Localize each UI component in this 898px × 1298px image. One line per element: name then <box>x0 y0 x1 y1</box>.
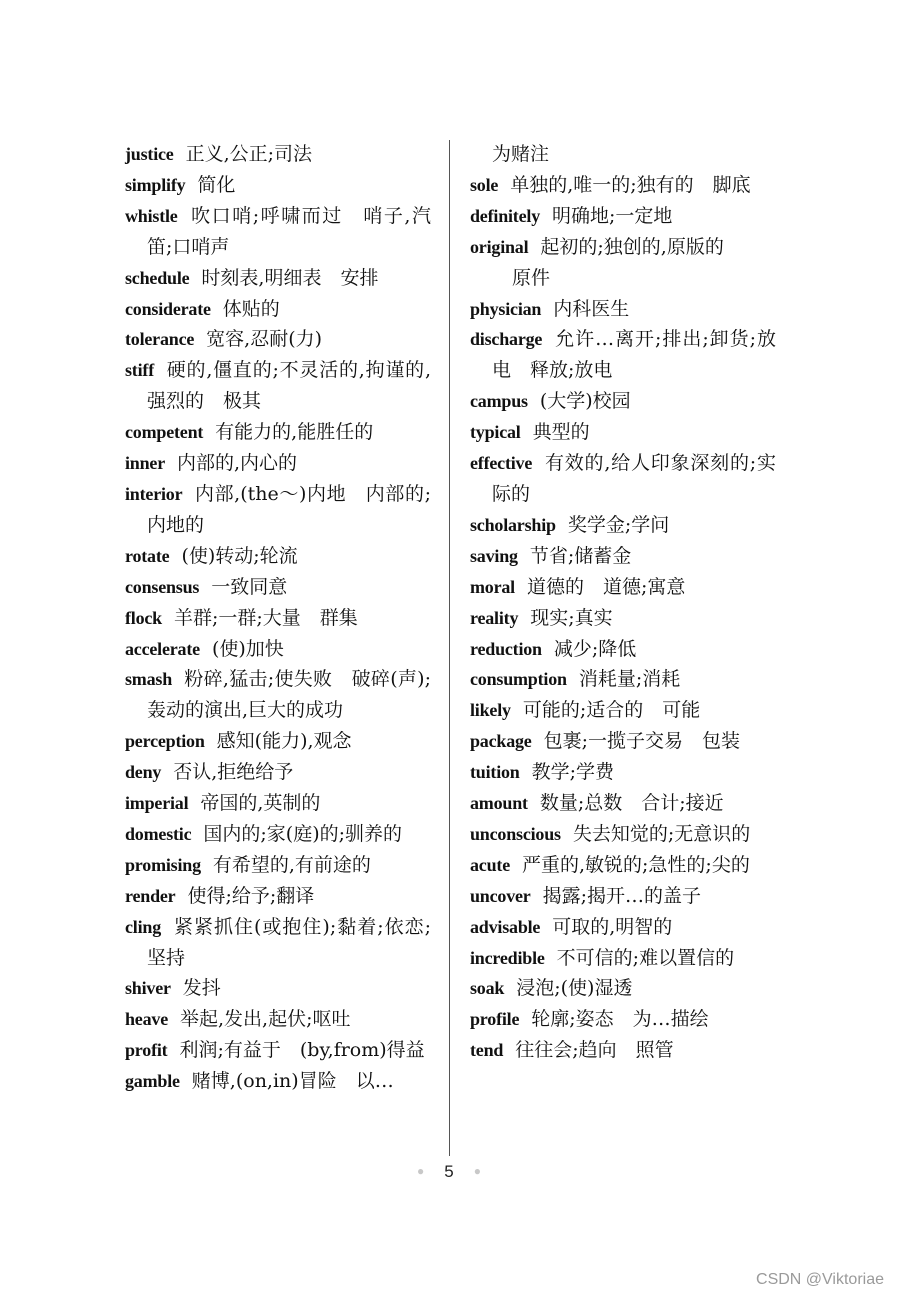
entry-definition: 浸泡;(使)湿透 <box>516 977 633 1000</box>
vocab-entry <box>470 726 776 757</box>
entry-definition-continued: 原件 <box>512 266 551 289</box>
entry-definition: 明确地;一定地 <box>552 204 673 227</box>
entry-definition: 时刻表,明细表 安排 <box>201 266 379 289</box>
entry-word: moral <box>470 576 515 597</box>
vocab-entry <box>470 232 776 263</box>
vocab-entry <box>470 572 776 603</box>
vocab-entry <box>470 634 776 665</box>
vocab-entry <box>125 973 431 1004</box>
entry-definition: 教学;学费 <box>531 761 615 784</box>
entry-definition: 利润;有益于 (by,from)得益 <box>179 1039 425 1062</box>
vocab-entry <box>470 1004 776 1035</box>
vocab-entry <box>125 201 431 263</box>
entry-definition: 硬的,僵直的;不灵活的,拘谨的,强烈的 极其 <box>147 359 431 413</box>
entry-definition: 典型的 <box>532 421 590 444</box>
entry-definition: 粉碎,猛击;使失败 破碎(声);轰动的演出,巨大的成功 <box>147 668 431 722</box>
entry-word: tuition <box>470 762 520 783</box>
entry-definition: 起初的;独创的,原版的 <box>540 235 724 258</box>
entry-definition: 道德的 道德;寓意 <box>527 575 686 598</box>
vocab-entry <box>470 881 776 912</box>
entry-word: justice <box>125 144 174 164</box>
vocab-entry <box>125 634 431 665</box>
vocab-entry <box>470 201 776 232</box>
vocab-entry <box>125 294 431 325</box>
vocab-entry <box>125 170 431 201</box>
entry-word: unconscious <box>470 823 561 844</box>
vocab-entry <box>470 912 776 943</box>
entry-definition: 可取的,明智的 <box>552 915 673 938</box>
entry-word: soak <box>470 978 505 999</box>
vocab-entry <box>125 139 431 170</box>
vocab-entry <box>470 1035 776 1066</box>
entry-word: amount <box>470 793 528 814</box>
entry-word: schedule <box>125 267 190 288</box>
page-number: 5 <box>444 1162 454 1181</box>
vocab-entry <box>470 850 776 881</box>
entry-definition: 使得;给予;翻译 <box>187 884 315 907</box>
entry-definition: (大学)校园 <box>539 390 631 413</box>
entry-definition: 国内的;家(庭)的;驯养的 <box>203 822 403 845</box>
vocab-entry <box>125 417 431 448</box>
entry-word: reality <box>470 607 519 628</box>
vocab-entry <box>470 541 776 572</box>
entry-word: tend <box>470 1040 504 1061</box>
entry-word: stiff <box>125 360 154 381</box>
vocab-entry <box>470 324 776 386</box>
vocab-entry <box>470 664 776 695</box>
entry-definition: 奖学金;学问 <box>567 513 670 536</box>
vocab-entry <box>470 695 776 726</box>
vocab-entry <box>125 726 431 757</box>
entry-definition: (使)转动;轮流 <box>181 544 298 567</box>
vocab-entry <box>125 263 431 294</box>
entry-word: effective <box>470 453 533 474</box>
entry-word: shiver <box>125 978 171 999</box>
continuation-line: 为赌注 <box>492 143 550 165</box>
entry-definition: 有效的,给人印象深刻的;实际的 <box>492 452 776 505</box>
entry-word: perception <box>125 731 205 752</box>
entry-definition: 有能力的,能胜任的 <box>215 421 374 444</box>
entry-word: inner <box>125 453 166 474</box>
entry-word: profit <box>125 1040 168 1061</box>
entry-definition: 不可信的;难以置信的 <box>556 946 735 969</box>
entry-word: uncover <box>470 885 531 906</box>
entry-word: accelerate <box>125 638 200 659</box>
vocab-entry <box>470 386 776 417</box>
entry-definition: 发抖 <box>182 977 221 1000</box>
entry-word: imperial <box>125 793 189 814</box>
entry-word: scholarship <box>470 514 556 535</box>
entry-word: cling <box>125 916 162 937</box>
entry-word: rotate <box>125 545 170 566</box>
entry-definition: (使)加快 <box>211 637 284 660</box>
entry-word: consensus <box>125 576 200 597</box>
vocab-entry <box>470 819 776 850</box>
entry-word: acute <box>470 854 510 875</box>
left-column <box>125 139 431 1097</box>
vocab-entry <box>125 1035 431 1066</box>
vocab-entry <box>125 664 431 726</box>
entry-word: heave <box>125 1009 168 1030</box>
entry-definition: 允许…离开;排出;卸货;放电 释放;放电 <box>492 328 776 382</box>
entry-definition: 现实;真实 <box>530 606 613 629</box>
entry-definition: 内部,(the～)内地 内部的;内地的 <box>147 482 431 536</box>
vocab-entry <box>125 881 431 912</box>
footer-dot-left: ● <box>417 1164 425 1178</box>
entry-word: physician <box>470 298 542 319</box>
entry-definition: 有希望的,有前途的 <box>212 853 371 876</box>
vocab-entry <box>470 757 776 788</box>
vocab-entry <box>125 1004 431 1035</box>
entry-definition: 消耗量;消耗 <box>578 668 681 691</box>
entry-word: simplify <box>125 174 186 195</box>
vocab-entry <box>470 448 776 510</box>
entry-word: package <box>470 731 532 752</box>
entry-definition: 失去知觉的;无意识的 <box>572 822 751 845</box>
vocab-entry <box>470 294 776 325</box>
vocab-entry <box>470 510 776 541</box>
entry-word: whistle <box>125 205 178 226</box>
entry-definition: 体贴的 <box>222 297 280 320</box>
entry-definition: 减少;降低 <box>553 637 637 660</box>
entry-definition: 单独的,唯一的;独有的 脚底 <box>510 173 751 196</box>
entry-word: discharge <box>470 329 543 350</box>
entry-definition: 轮廓;姿态 为…描绘 <box>531 1008 709 1031</box>
vocab-entry <box>470 603 776 634</box>
vocab-entry <box>470 973 776 1004</box>
entry-word: campus <box>470 391 528 412</box>
entry-definition: 赌博,(on,in)冒险 以… <box>191 1070 394 1093</box>
vocab-entry <box>125 788 431 819</box>
vocab-entry <box>125 850 431 881</box>
vocab-entry <box>125 819 431 850</box>
entry-definition: 否认,拒绝给予 <box>173 761 294 784</box>
entry-word: interior <box>125 483 183 504</box>
entry-definition: 简化 <box>197 173 236 196</box>
entry-definition: 帝国的,英制的 <box>200 792 321 815</box>
entry-definition: 羊群;一群;大量 群集 <box>174 606 358 629</box>
vocab-entry <box>125 448 431 479</box>
column-divider <box>449 140 450 1156</box>
entry-definition: 往往会;趋向 照管 <box>515 1039 674 1062</box>
entry-word: definitely <box>470 205 540 226</box>
vocab-entry <box>125 324 431 355</box>
entry-definition: 揭露;揭开…的盖子 <box>542 884 701 907</box>
entry-word: competent <box>125 422 204 443</box>
vocab-entry <box>125 572 431 603</box>
watermark: CSDN @Viktoriae <box>756 1271 884 1288</box>
entry-word: gamble <box>125 1071 180 1092</box>
entry-definition: 节省;储蓄金 <box>529 544 632 567</box>
vocab-entry <box>125 603 431 634</box>
vocab-entry <box>125 757 431 788</box>
entry-word: reduction <box>470 638 542 659</box>
vocab-entry <box>470 170 776 201</box>
entry-definition: 紧紧抓住(或抱住);黏着;依恋;坚持 <box>147 915 431 969</box>
vocab-entry <box>125 912 431 974</box>
entry-word: profile <box>470 1009 520 1030</box>
entry-definition: 正义,公正;司法 <box>185 143 313 165</box>
entry-word: advisable <box>470 916 541 937</box>
vocab-entry <box>470 788 776 819</box>
entry-word: likely <box>470 700 511 721</box>
vocab-entry <box>470 943 776 974</box>
entry-definition: 数量;总数 合计;接近 <box>539 792 724 815</box>
entry-definition: 宽容,忍耐(力) <box>206 328 323 351</box>
entry-word: sole <box>470 174 499 195</box>
entry-word: consumption <box>470 669 567 690</box>
entry-definition: 感知(能力),观念 <box>216 730 352 753</box>
entry-word: saving <box>470 545 518 566</box>
entry-definition: 内部的,内心的 <box>177 452 298 475</box>
entry-word: smash <box>125 669 173 690</box>
vocab-entry <box>125 1066 431 1097</box>
right-column <box>470 139 776 1066</box>
entry-word: typical <box>470 422 521 443</box>
entry-definition: 内科医生 <box>553 297 630 320</box>
entry-word: flock <box>125 607 162 628</box>
entry-definition: 举起,发出,起伏;呕吐 <box>180 1008 351 1031</box>
vocab-entry <box>125 355 431 417</box>
entry-word: promising <box>125 854 201 875</box>
entry-word: considerate <box>125 298 211 319</box>
vocab-entry <box>125 479 431 541</box>
entry-word: incredible <box>470 947 545 968</box>
entry-definition: 吹口哨;呼啸而过 哨子,汽笛;口哨声 <box>147 204 431 258</box>
entry-word: original <box>470 236 529 257</box>
entry-definition: 一致同意 <box>211 575 288 598</box>
vocab-entry <box>125 541 431 572</box>
entry-definition: 严重的,敏锐的;急性的;尖的 <box>521 853 750 876</box>
entry-word: domestic <box>125 823 192 844</box>
vocab-entry <box>470 417 776 448</box>
entry-definition: 可能的;适合的 可能 <box>522 699 701 722</box>
entry-word: deny <box>125 762 162 783</box>
entry-definition: 包裹;一揽子交易 包装 <box>543 730 741 753</box>
footer-dot-right: ● <box>473 1164 481 1178</box>
page-footer <box>0 1162 898 1182</box>
entry-word: tolerance <box>125 329 195 350</box>
entry-word: render <box>125 885 176 906</box>
